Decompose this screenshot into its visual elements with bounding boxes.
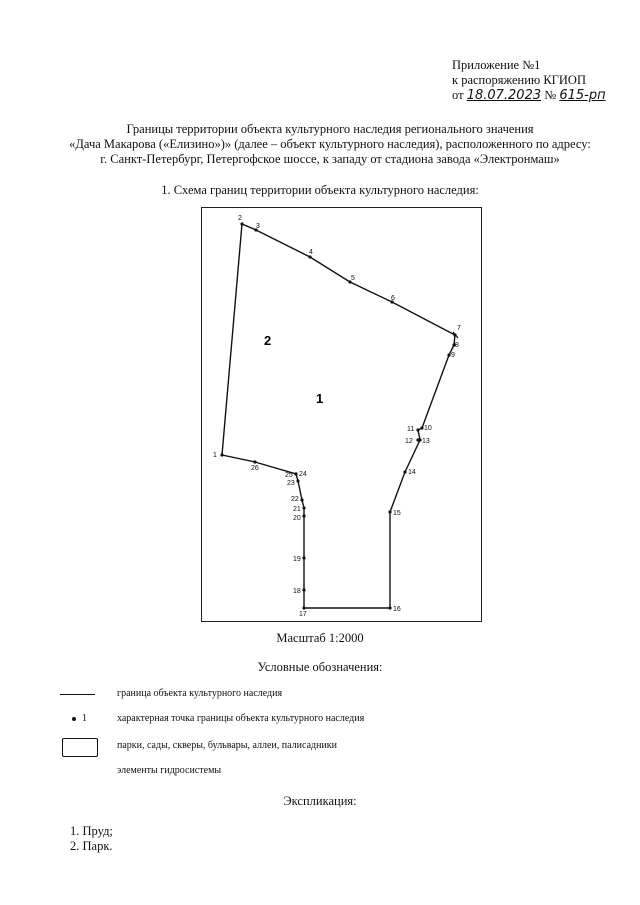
point-label: 13 (422, 438, 430, 445)
boundary-point (300, 498, 303, 501)
point-label: 26 (251, 465, 259, 472)
point-label: 15 (393, 510, 401, 517)
point-label: 16 (393, 606, 401, 613)
point-label: 11 (407, 426, 415, 433)
boundary-points (220, 222, 456, 609)
handwritten-date: 18.07.2023 (466, 88, 542, 103)
legend-line-symbol (60, 694, 95, 695)
boundary-point (388, 606, 391, 609)
boundary-point (302, 556, 305, 559)
boundary-point (302, 588, 305, 591)
title-line1: Границы территории объекта культурного наследия регионального значения (126, 122, 534, 136)
boundary-point (403, 470, 406, 473)
boundary-point (416, 428, 419, 431)
area-label-park: 2 (264, 333, 272, 348)
boundary-point (302, 606, 305, 609)
date-prefix: от (452, 88, 464, 102)
point-label: 20 (293, 515, 301, 522)
point-label: 4 (309, 249, 313, 256)
point-labels (213, 215, 461, 618)
handwritten-number: 615-рп (559, 88, 606, 103)
point-label: 17 (299, 611, 307, 618)
legend-item-parks: парки, сады, скверы, бульвары, аллеи, палисадники (117, 740, 338, 751)
point-label: 22 (291, 496, 299, 503)
boundary-point (240, 222, 243, 225)
point-label: 19 (293, 556, 301, 563)
point-label: 7 (457, 325, 461, 332)
point-label: 1 (213, 452, 217, 459)
explication-title: Экспликация: (283, 794, 357, 808)
point-label: 8 (455, 342, 459, 349)
legend-park-symbol (62, 738, 98, 757)
point-label: 14 (408, 469, 416, 476)
point-label: 9 (451, 352, 455, 359)
explication-item: 2. Парк. (70, 839, 113, 853)
point-label: 24 (299, 471, 307, 478)
legend-item-boundary: граница объекта культурного наследия (117, 688, 283, 699)
boundary-point (220, 453, 223, 456)
appendix-line2: к распоряжению КГИОП (452, 73, 586, 87)
point-label: 23 (287, 480, 295, 487)
boundary-point (296, 479, 299, 482)
title-line2: «Дача Макарова («Елизино»)» (далее – объект культурного наследия), расположенного по адресу: (69, 137, 591, 151)
point-label: 21 (293, 506, 301, 513)
boundary-point (453, 333, 456, 336)
legend-item-point: характерная точка границы объекта культурного наследия (117, 713, 365, 724)
number-prefix: № (544, 88, 557, 102)
boundary-point (302, 506, 305, 509)
scale-label: Масштаб 1:2000 (276, 631, 364, 645)
point-label: 6 (391, 295, 395, 302)
point-label: 12 (405, 438, 413, 445)
appendix-line1: Приложение №1 (452, 58, 541, 72)
scheme-heading: 1. Схема границ территории объекта культурного наследия: (161, 183, 479, 197)
legend-title: Условные обозначения: (257, 660, 383, 674)
point-label: 18 (293, 588, 301, 595)
point-label: 2 (238, 215, 242, 222)
boundary-point (388, 510, 391, 513)
legend-item-hydro: элементы гидросистемы (117, 765, 222, 776)
boundary-line (222, 224, 455, 608)
title-line3: г. Санкт-Петербург, Петергофское шоссе, к западу от стадиона завода «Электронмаш» (100, 152, 560, 166)
boundary-point (294, 472, 297, 475)
explication-list (70, 824, 113, 854)
boundary-point (302, 514, 305, 517)
point-label: 25 (285, 472, 293, 479)
legend-point-symbol (72, 717, 76, 721)
point-label: 5 (351, 275, 355, 282)
point-label: 3 (256, 223, 260, 230)
boundary-point (253, 460, 256, 463)
legend-point-sample: 1 (82, 713, 87, 724)
point-label: 10 (424, 425, 432, 432)
explication-item: 1. Пруд; (70, 824, 113, 838)
area-label-pond: 1 (316, 391, 324, 406)
